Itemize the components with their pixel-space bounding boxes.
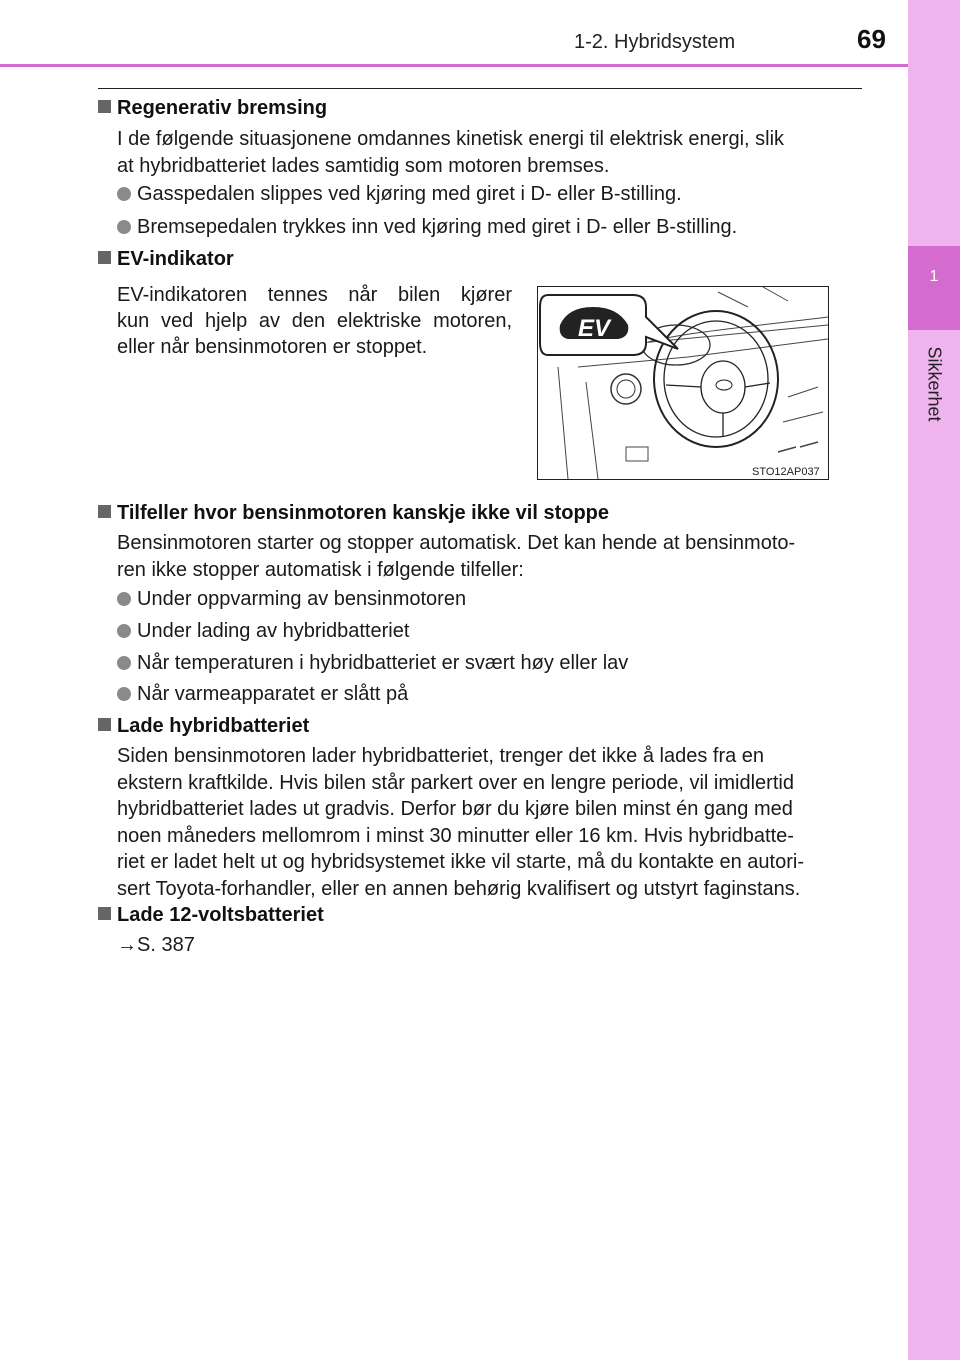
charge-line-3: hybridbatteriet lades ut gradvis. Derfor bør du kjøre bilen minst én gang med xyxy=(117,798,793,820)
square-bullet-icon xyxy=(98,907,111,920)
page-reference-link[interactable]: S. 387 xyxy=(137,934,195,956)
ev-indicator-illustration xyxy=(537,286,829,480)
charge-line-4: noen måneders mellomrom i minst 30 minutter eller 16 km. Hvis hybridbatte- xyxy=(117,824,794,847)
content-top-rule xyxy=(98,88,862,89)
page-reference xyxy=(117,934,195,957)
stop-bullet-2: Under lading av hybridbatteriet xyxy=(117,619,409,643)
heading-engine-may-not-stop: Tilfeller hvor bensinmotoren kanskje ikke vil stoppe xyxy=(98,501,609,525)
square-bullet-icon xyxy=(98,718,111,731)
page-number: 69 xyxy=(857,24,886,54)
round-bullet-icon xyxy=(117,220,131,234)
stop-bullet-3: Når temperaturen i hybridbatteriet er svært høy eller lav xyxy=(117,651,628,675)
charge-line-6: sert Toyota-forhandler, eller en annen behørig kvalifisert og utstyrt faginstans. xyxy=(117,877,801,900)
round-bullet-icon xyxy=(117,624,131,638)
regen-line-1: I de følgende situasjonene omdannes kinetisk energi til elektrisk energi, slik xyxy=(117,128,785,150)
regen-bullet-2: Bremsepedalen trykkes inn ved kjøring med giret i D- eller B-stilling. xyxy=(117,215,737,239)
round-bullet-icon xyxy=(117,687,131,701)
figure-code: STO12AP037 xyxy=(752,466,820,478)
square-bullet-icon xyxy=(98,100,111,113)
section-title: 1-2. Hybridsystem xyxy=(574,31,736,53)
header-rule xyxy=(0,64,908,67)
arrow-right-icon: → xyxy=(117,934,137,956)
ev-badge-label: EV xyxy=(578,315,611,342)
stop-bullet-1: Under oppvarming av bensinmotoren xyxy=(117,587,466,611)
square-bullet-icon xyxy=(98,251,111,264)
stop-bullet-4: Når varmeapparatet er slått på xyxy=(117,682,408,706)
ev-line-3: eller når bensinmotoren er stoppet. xyxy=(117,336,428,358)
ev-description xyxy=(117,282,512,360)
regen-bullet-1: Gasspedalen slippes ved kjøring med giret i D- eller B-stilling. xyxy=(117,182,682,206)
round-bullet-icon xyxy=(117,656,131,670)
ev-line-1: EV-indikatoren tennes når bilen kjører xyxy=(117,284,512,306)
heading-regenerative-braking: Regenerativ bremsing xyxy=(98,96,327,120)
heading-ev-indicator: EV-indikator xyxy=(98,247,234,271)
heading-charge-12v-battery: Lade 12-voltsbatteriet xyxy=(98,903,324,927)
chapter-number: 1 xyxy=(929,268,939,285)
square-bullet-icon xyxy=(98,505,111,518)
stop-line-1: Bensinmotoren starter og stopper automatisk. Det kan hende at bensinmoto- xyxy=(117,532,796,554)
side-tab-band xyxy=(908,0,960,1360)
regen-line-2: at hybridbatteriet lades samtidig som motoren bremses. xyxy=(117,154,610,177)
heading-charge-hybrid-battery: Lade hybridbatteriet xyxy=(98,714,309,738)
side-tab-chapter-marker xyxy=(908,246,960,330)
stop-line-2: ren ikke stopper automatisk i følgende tilfeller: xyxy=(117,558,524,581)
round-bullet-icon xyxy=(117,187,131,201)
charge-line-2: ekstern kraftkilde. Hvis bilen står parkert over en lengre periode, vil imidlertid xyxy=(117,771,794,794)
charge-line-1: Siden bensinmotoren lader hybridbatteriet, trenger det ikke å lades fra en xyxy=(117,745,765,767)
charge-line-5: riet er ladet helt ut og hybridsystemet ikke vil starte, må du kontakte en autori- xyxy=(117,851,804,873)
chapter-label: Sikkerhet xyxy=(924,346,945,422)
round-bullet-icon xyxy=(117,592,131,606)
ev-line-2: kun ved hjelp av den elektriske motoren, xyxy=(117,310,512,332)
dashboard-drawing xyxy=(538,287,828,479)
